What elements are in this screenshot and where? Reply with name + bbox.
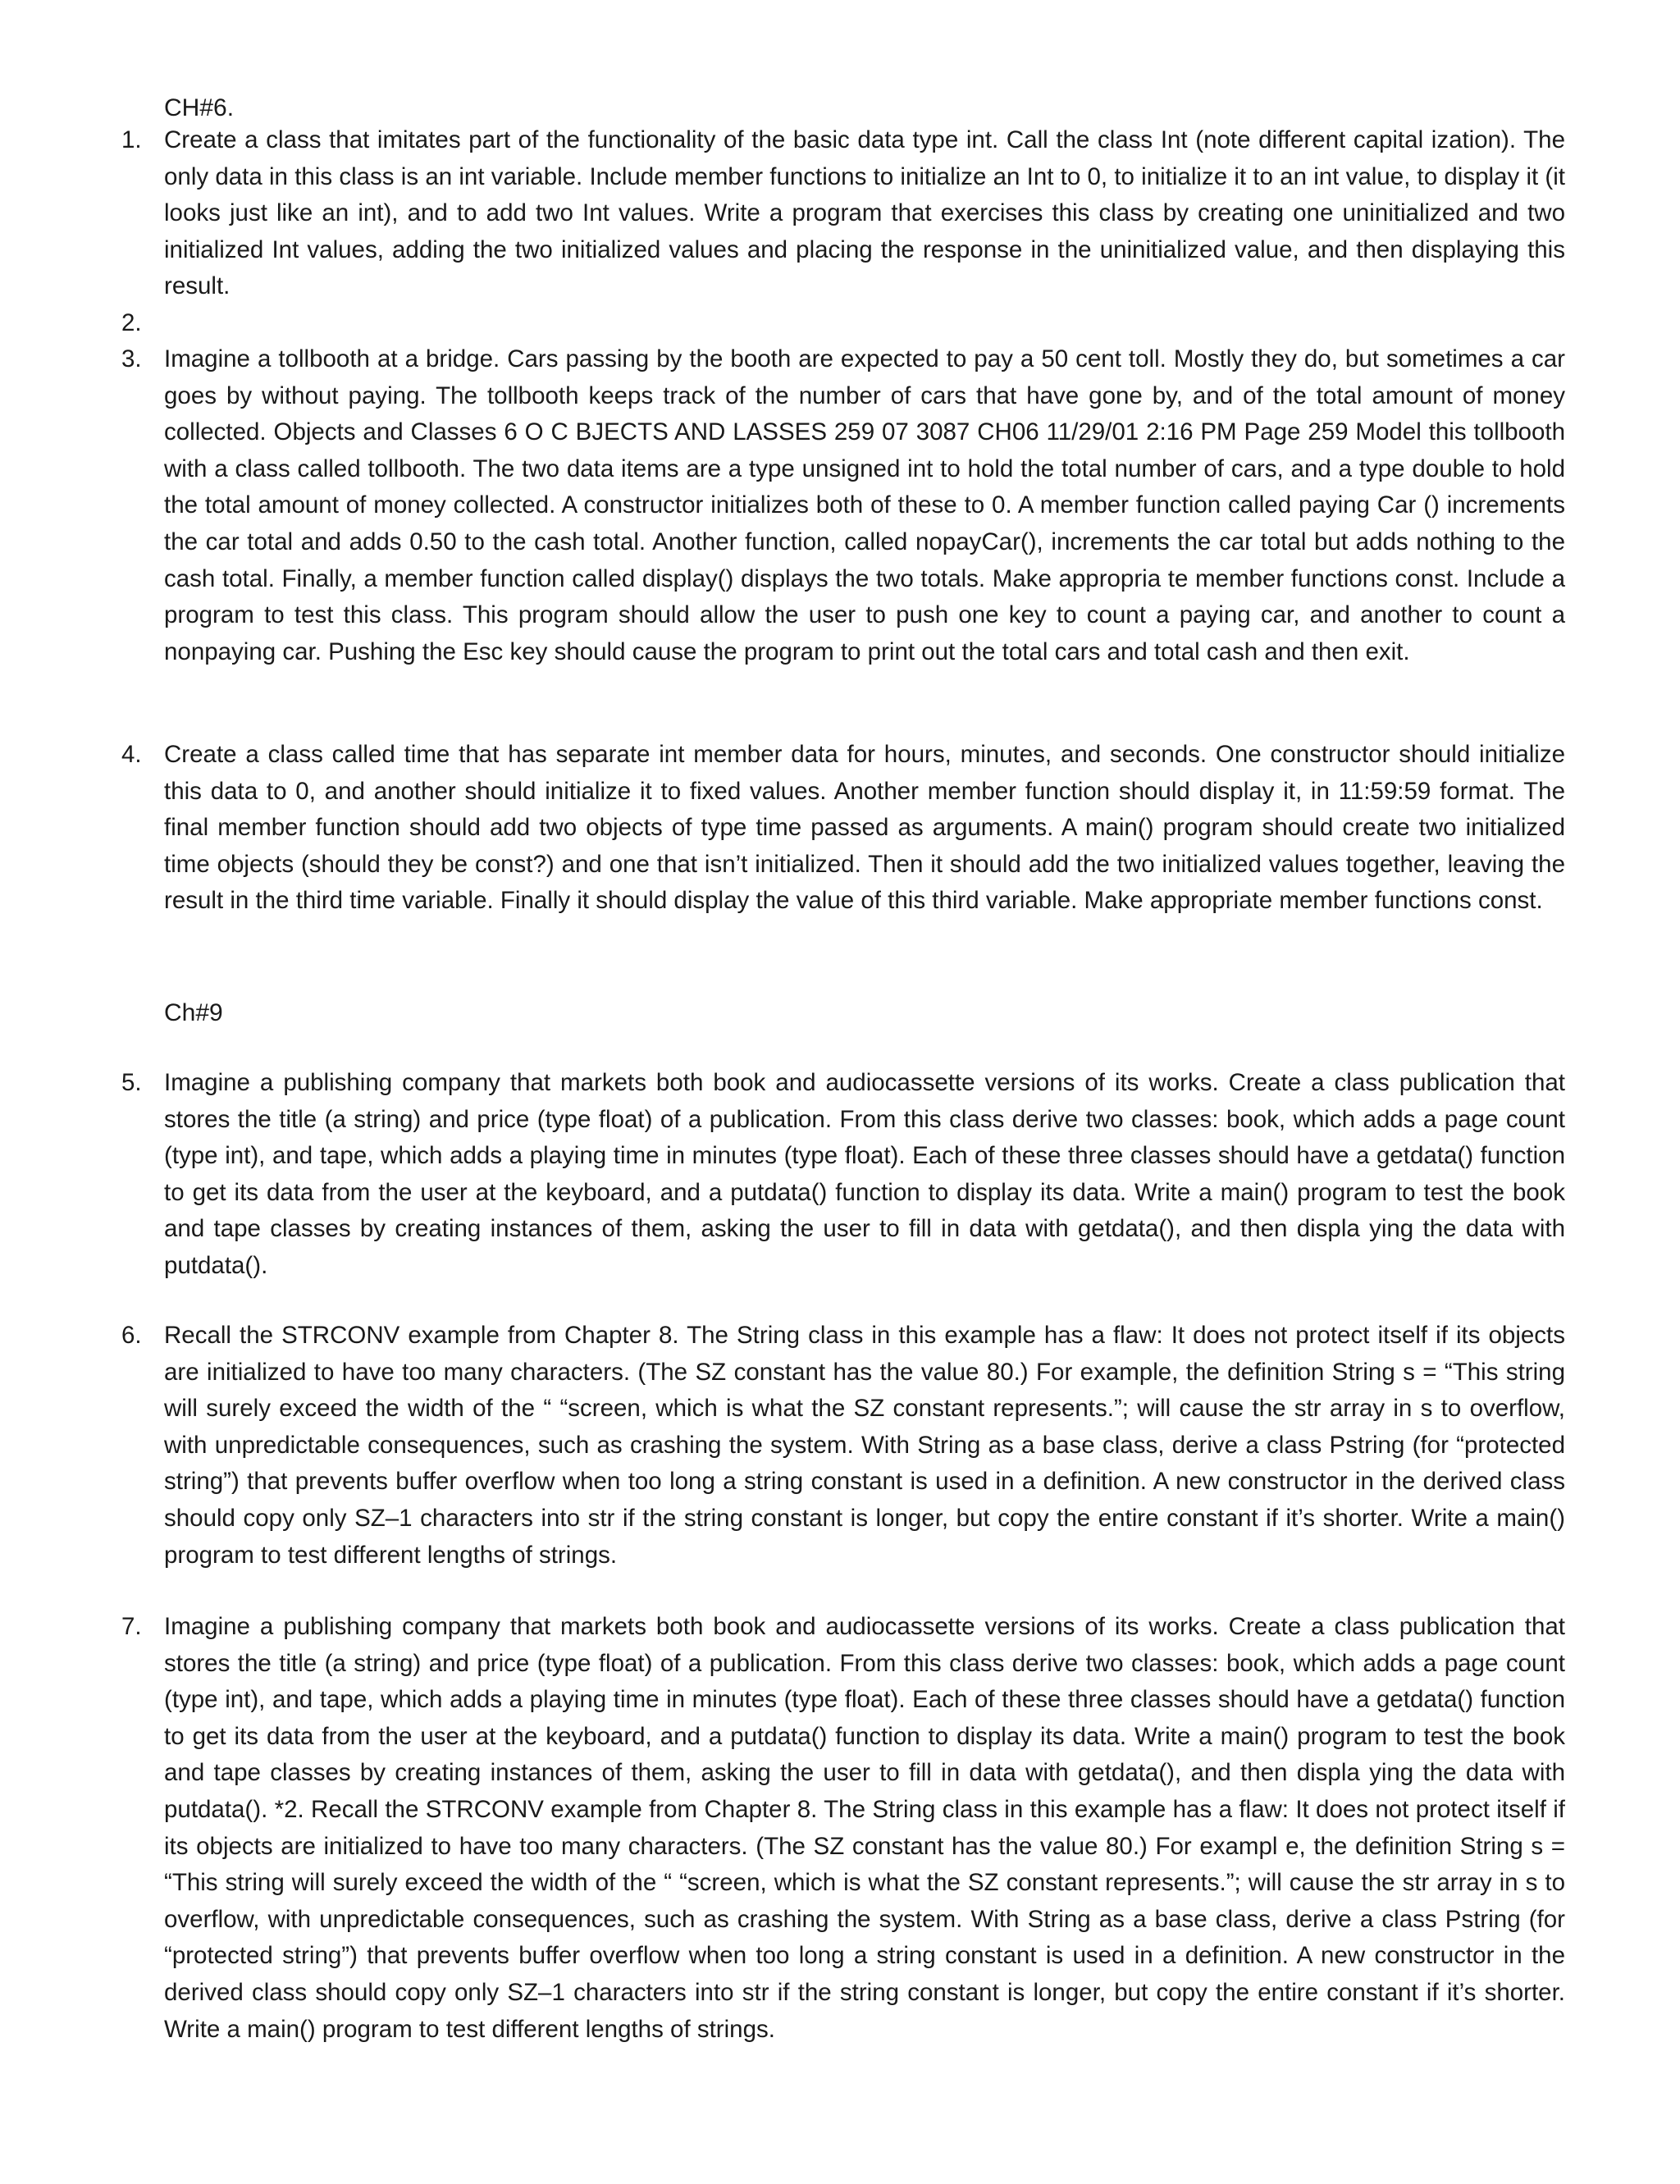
exercise-number: 1. xyxy=(121,126,142,153)
exercise-number: 6. xyxy=(121,1322,142,1349)
chapter-9-heading: Ch#9 xyxy=(164,999,223,1026)
chapter-6-heading: CH#6. xyxy=(164,94,235,121)
exercise-text: Recall the STRCONV example from Chapter 8. The String class in this example has a flaw: It does not protect itself if its objects are initialized to have too many characters. (The SZ constant has the value 80.) For example, the definition String s = “This string will surely exceed the width of the “ “screen, which is what the SZ constant represents.”; will cause the str array in s to overflow, with unpredictable consequences, such as crashing the system. With String as a base class, derive a class Pstring (for “protected string”) that prevents buffer overflow when too long a string constant is used in a definition. A new constructor in the derived class should copy only SZ–1 characters into str if the string constant is longer, but copy the entire constant if it’s shorter. Write a main() program to test different lengths of strings. xyxy=(164,1322,1565,1569)
exercise-text: Imagine a publishing company that markets both book and audiocassette versions of its works. Create a class publication that stores the title (a string) and price (type float) of a publication. From this class derive two classes: book, which adds a page count (type int), and tape, which adds a playing time in minutes (type float). Each of these three classes should have a getdata() function to get its data from the user at the keyboard, and a putdata() function to display its data. Write a main() program to test the book and tape classes by creating instances of them, asking the user to fill in data with getdata(), and then displa ying the data with putdata(). *2. Recall the STRCONV example from Chapter 8. The String class in this example has a flaw: It does not protect itself if its objects are initialized to have too many characters. (The SZ constant has the value 80.) For exampl e, the definition String s = “This string will surely exceed the width of the “ “screen, which is what the SZ constant represents.”; will cause the str array in s to overflow, with unpredictable consequences, such as crashing the system. With String as a base class, derive a class Pstring (for “protected string”) that prevents buffer overflow when too long a string constant is used in a definition. A new constructor in the derived class should copy only SZ–1 characters into str if the string constant is longer, but copy the entire constant if it’s shorter. Write a main() program to test different lengths of strings. xyxy=(164,1613,1565,2043)
exercise-text: Create a class called time that has separate int member data for hours, minutes, and seconds. One constructor should initialize this data to 0, and another should initialize it to fixed values. Another member function should display it, in 11:59:59 format. The final member function should add two objects of type time passed as arguments. A main() program should create two initialized time objects (should they be const?) and one that isn’t initialized. Then it should add the two initialized values together, leaving the result in the third time variable. Finally it should display the value of this third variable. Make appropriate member functions const. xyxy=(164,741,1565,915)
exercise-item-7 xyxy=(121,1609,1565,2048)
exercise-text: Create a class that imitates part of the functionality of the basic data type int. Call the class Int (note different capital ization). The only data in this class is an int variable. Include member functions to initialize an Int to 0, to initialize it to an int value, to display it (it looks just like an int), and to add two Int values. Write a program that exercises this class by creating one uninitialized and two initialized Int values, adding the two initialized values and placing the response in the uninitialized value, and then displaying this result. xyxy=(164,126,1565,300)
exercise-text: Imagine a publishing company that markets both book and audiocassette versions of its works. Create a class publication that stores the title (a string) and price (type float) of a publication. From this class derive two classes: book, which adds a page count (type int), and tape, which adds a playing time in minutes (type float). Each of these three classes should have a getdata() function to get its data from the user at the keyboard, and a putdata() function to display its data. Write a main() program to test the book and tape classes by creating instances of them, asking the user to fill in data with getdata(), and then displa ying the data with putdata(). xyxy=(164,1069,1565,1279)
exercise-number: 5. xyxy=(121,1069,142,1096)
exercise-number: 7. xyxy=(121,1613,142,1640)
exercise-item-4 xyxy=(121,737,1565,920)
exercise-item-3 xyxy=(121,341,1565,670)
exercise-item-6 xyxy=(121,1318,1565,1574)
exercise-item-1 xyxy=(121,122,1565,305)
exercise-number: 2. xyxy=(121,309,142,336)
exercise-item-5 xyxy=(121,1065,1565,1285)
exercise-number: 4. xyxy=(121,741,142,768)
exercise-number: 3. xyxy=(121,345,142,372)
exercise-text: Imagine a tollbooth at a bridge. Cars passing by the booth are expected to pay a 50 cent toll. Mostly they do, but sometimes a car goes by without paying. The tollbooth keeps track of the number of cars that have gone by, and of the total amount of money collected. Objects and Classes 6 O C BJECTS AND LASSES 259 07 3087 CH06 11/29/01 2:16 PM Page 259 Model this tollbooth with a class called tollbooth. The two data items are a type unsigned int to hold the total number of cars, and a type double to hold the total amount of money collected. A constructor initializes both of these to 0. A member function called paying Car () increments the car total and adds 0.50 to the cash total. Another function, called nopayCar(), increments the car total but adds nothing to the cash total. Finally, a member function called display() displays the two totals. Make appropria te member functions const. Include a program to test this class. This program should allow the user to push one key to count a paying car, and another to count a nonpaying car. Pushing the Esc key should cause the program to print out the total cars and total cash and then exit. xyxy=(164,345,1565,665)
